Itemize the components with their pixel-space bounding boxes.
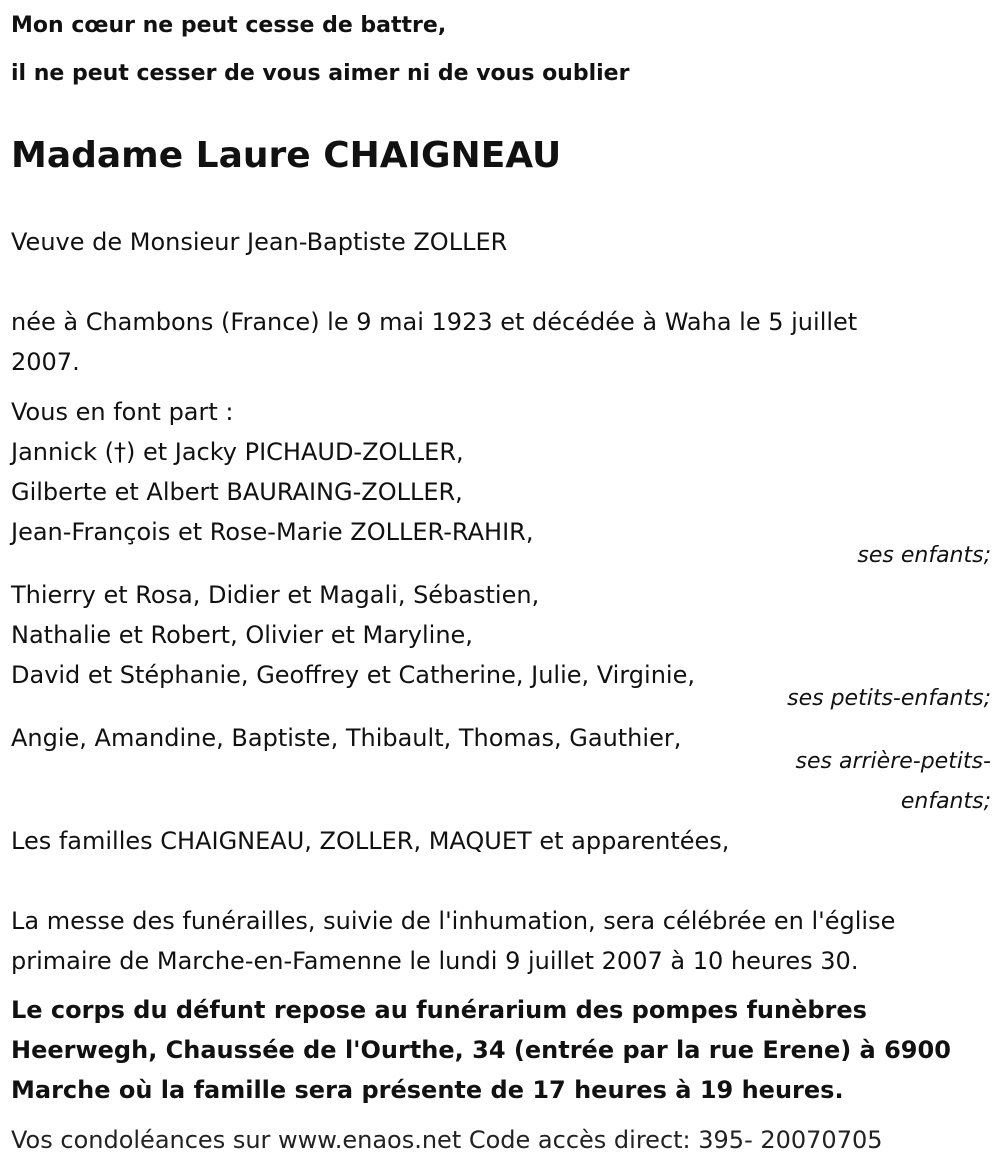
epigraph-line-1: Mon cœur ne peut cesse de battre,: [11, 13, 447, 38]
grandchild-line: David et Stéphanie, Geoffrey et Catherine, Julie, Virginie,: [11, 661, 695, 689]
child-line: Gilberte et Albert BAURAING-ZOLLER,: [11, 478, 463, 506]
condolences-line: Vos condoléances sur www.enaos.net Code accès direct: 395- 20070705: [11, 1126, 883, 1154]
child-line: Jean-François et Rose-Marie ZOLLER-RAHIR,: [11, 518, 534, 546]
child-line: Jannick (†) et Jacky PICHAUD-ZOLLER,: [11, 438, 464, 466]
repose-line-2: Heerwegh, Chaussée de l'Ourthe, 34 (entrée par la rue Erene) à 6900: [11, 1036, 951, 1064]
birth-death-line-1: née à Chambons (France) le 9 mai 1923 et décédée à Waha le 5 juillet: [11, 308, 858, 336]
repose-line-1: Le corps du défunt repose au funérarium des pompes funèbres: [11, 996, 867, 1024]
families-line: Les familles CHAIGNEAU, ZOLLER, MAQUET et apparentées,: [11, 827, 730, 855]
widow-of: Veuve de Monsieur Jean-Baptiste ZOLLER: [11, 228, 508, 256]
grandchildren-label: ses petits-enfants;: [787, 686, 991, 711]
birth-death-line-2: 2007.: [11, 348, 80, 376]
grandchild-line: Nathalie et Robert, Olivier et Maryline,: [11, 621, 473, 649]
announcement-intro: Vous en font part :: [11, 398, 234, 426]
great-grandchildren-label-1: ses arrière-petits-: [795, 749, 991, 774]
children-label: ses enfants;: [857, 543, 991, 568]
epigraph-line-2: il ne peut cesser de vous aimer ni de vous oublier: [11, 61, 630, 86]
ceremony-line-1: La messe des funérailles, suivie de l'inhumation, sera célébrée en l'église: [11, 907, 896, 935]
great-grandchildren-label-2: enfants;: [900, 789, 991, 814]
repose-line-3: Marche où la famille sera présente de 17 heures à 19 heures.: [11, 1076, 844, 1104]
grandchild-line: Thierry et Rosa, Didier et Magali, Sébastien,: [11, 581, 540, 609]
deceased-name: Madame Laure CHAIGNEAU: [11, 135, 562, 176]
great-grandchildren-line: Angie, Amandine, Baptiste, Thibault, Thomas, Gauthier,: [11, 724, 682, 752]
ceremony-line-2: primaire de Marche-en-Famenne le lundi 9 juillet 2007 à 10 heures 30.: [11, 947, 859, 975]
